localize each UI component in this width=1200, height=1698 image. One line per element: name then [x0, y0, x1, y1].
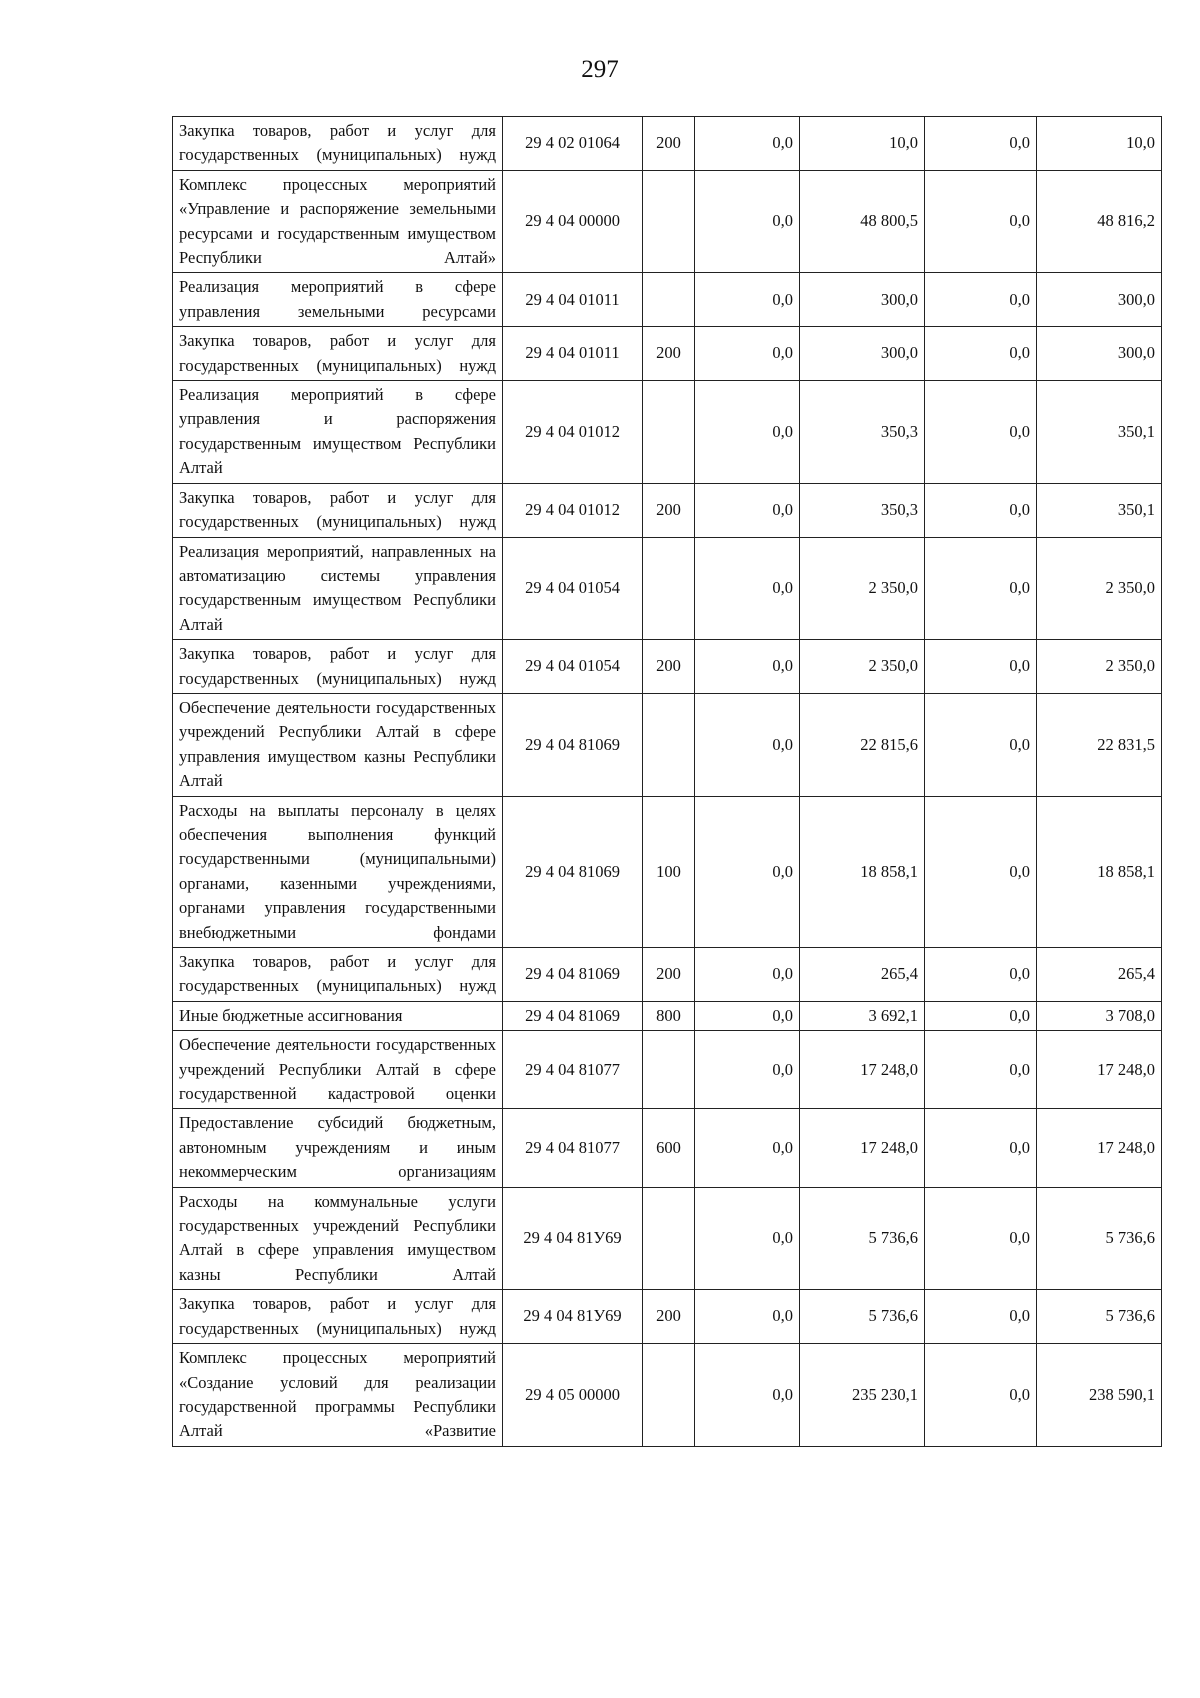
target-code-cell: 29 4 04 81077 [503, 1109, 643, 1187]
amount-cell-3: 0,0 [925, 273, 1037, 327]
expense-type-cell: 200 [643, 327, 695, 381]
target-code-cell: 29 4 04 81У69 [503, 1290, 643, 1344]
expense-type-cell: 200 [643, 1290, 695, 1344]
table-row [173, 381, 1162, 484]
expense-type-cell [643, 381, 695, 484]
table-row [173, 1031, 1162, 1109]
amount-cell-1: 0,0 [695, 796, 800, 947]
amount-cell-3: 0,0 [925, 1290, 1037, 1344]
amount-cell-1: 0,0 [695, 327, 800, 381]
table-row [173, 273, 1162, 327]
amount-cell-4: 5 736,6 [1037, 1187, 1162, 1290]
amount-cell-3: 0,0 [925, 117, 1037, 171]
expense-type-cell [643, 1031, 695, 1109]
target-code-cell: 29 4 04 81069 [503, 948, 643, 1002]
amount-cell-1: 0,0 [695, 170, 800, 273]
expense-type-cell [643, 170, 695, 273]
amount-cell-3: 0,0 [925, 1001, 1037, 1030]
amount-cell-4: 265,4 [1037, 948, 1162, 1002]
target-code-cell: 29 4 02 01064 [503, 117, 643, 171]
target-code-cell: 29 4 04 00000 [503, 170, 643, 273]
table-row [173, 483, 1162, 537]
amount-cell-3: 0,0 [925, 1344, 1037, 1447]
amount-cell-4: 350,1 [1037, 483, 1162, 537]
amount-cell-3: 0,0 [925, 327, 1037, 381]
expense-name-cell: Закупка товаров, работ и услуг для государственных (муниципальных) нужд [173, 327, 503, 381]
table-row [173, 1290, 1162, 1344]
amount-cell-4: 3 708,0 [1037, 1001, 1162, 1030]
amount-cell-4: 300,0 [1037, 273, 1162, 327]
amount-cell-2: 22 815,6 [800, 693, 925, 796]
expense-type-cell: 200 [643, 640, 695, 694]
table-row [173, 327, 1162, 381]
amount-cell-3: 0,0 [925, 381, 1037, 484]
expense-name-cell: Закупка товаров, работ и услуг для государственных (муниципальных) нужд [173, 483, 503, 537]
amount-cell-4: 350,1 [1037, 381, 1162, 484]
table-row [173, 117, 1162, 171]
amount-cell-2: 350,3 [800, 483, 925, 537]
amount-cell-3: 0,0 [925, 170, 1037, 273]
amount-cell-4: 238 590,1 [1037, 1344, 1162, 1447]
expense-type-cell: 200 [643, 117, 695, 171]
amount-cell-4: 300,0 [1037, 327, 1162, 381]
amount-cell-3: 0,0 [925, 1031, 1037, 1109]
target-code-cell: 29 4 04 81069 [503, 1001, 643, 1030]
amount-cell-1: 0,0 [695, 1001, 800, 1030]
expense-type-cell: 100 [643, 796, 695, 947]
amount-cell-1: 0,0 [695, 948, 800, 1002]
expense-name-cell: Комплекс процессных мероприятий «Управление и распоряжение земельными ресурсами и государственным имуществом Республики Алтай» [173, 170, 503, 273]
amount-cell-3: 0,0 [925, 1187, 1037, 1290]
amount-cell-1: 0,0 [695, 273, 800, 327]
amount-cell-4: 2 350,0 [1037, 537, 1162, 640]
target-code-cell: 29 4 04 01011 [503, 327, 643, 381]
amount-cell-2: 235 230,1 [800, 1344, 925, 1447]
expense-name-cell: Закупка товаров, работ и услуг для государственных (муниципальных) нужд [173, 948, 503, 1002]
amount-cell-3: 0,0 [925, 537, 1037, 640]
table-row [173, 948, 1162, 1002]
expense-type-cell: 200 [643, 483, 695, 537]
expense-name-cell: Закупка товаров, работ и услуг для государственных (муниципальных) нужд [173, 117, 503, 171]
amount-cell-4: 22 831,5 [1037, 693, 1162, 796]
amount-cell-1: 0,0 [695, 1031, 800, 1109]
expense-name-cell: Расходы на коммунальные услуги государственных учреждений Республики Алтай в сфере управления имуществом казны Республики Алтай [173, 1187, 503, 1290]
amount-cell-1: 0,0 [695, 1344, 800, 1447]
target-code-cell: 29 4 04 01012 [503, 483, 643, 537]
expense-name-cell: Комплекс процессных мероприятий «Создание условий для реализации государственной программы Республики Алтай «Развитие [173, 1344, 503, 1447]
expense-name-cell: Иные бюджетные ассигнования [173, 1001, 503, 1030]
amount-cell-2: 300,0 [800, 273, 925, 327]
table-row [173, 1187, 1162, 1290]
amount-cell-3: 0,0 [925, 483, 1037, 537]
amount-cell-2: 17 248,0 [800, 1109, 925, 1187]
amount-cell-4: 48 816,2 [1037, 170, 1162, 273]
expense-name-cell: Обеспечение деятельности государственных учреждений Республики Алтай в сфере управления имуществом казны Республики Алтай [173, 693, 503, 796]
expense-name-cell: Закупка товаров, работ и услуг для государственных (муниципальных) нужд [173, 1290, 503, 1344]
table-row [173, 537, 1162, 640]
target-code-cell: 29 4 05 00000 [503, 1344, 643, 1447]
expense-type-cell [643, 537, 695, 640]
amount-cell-4: 17 248,0 [1037, 1109, 1162, 1187]
expense-type-cell [643, 1344, 695, 1447]
table-row [173, 1344, 1162, 1447]
amount-cell-2: 3 692,1 [800, 1001, 925, 1030]
amount-cell-4: 10,0 [1037, 117, 1162, 171]
amount-cell-1: 0,0 [695, 1290, 800, 1344]
amount-cell-2: 18 858,1 [800, 796, 925, 947]
expense-name-cell: Реализация мероприятий, направленных на автоматизацию системы управления государственным имуществом Республики Алтай [173, 537, 503, 640]
amount-cell-2: 2 350,0 [800, 640, 925, 694]
amount-cell-1: 0,0 [695, 537, 800, 640]
table-row [173, 693, 1162, 796]
amount-cell-4: 2 350,0 [1037, 640, 1162, 694]
expense-type-cell: 200 [643, 948, 695, 1002]
amount-cell-4: 17 248,0 [1037, 1031, 1162, 1109]
expense-name-cell: Реализация мероприятий в сфере управления и распоряжения государственным имуществом Республики Алтай [173, 381, 503, 484]
target-code-cell: 29 4 04 01054 [503, 537, 643, 640]
amount-cell-2: 350,3 [800, 381, 925, 484]
target-code-cell: 29 4 04 01012 [503, 381, 643, 484]
budget-table [172, 116, 1162, 1447]
amount-cell-3: 0,0 [925, 1109, 1037, 1187]
amount-cell-3: 0,0 [925, 693, 1037, 796]
amount-cell-2: 300,0 [800, 327, 925, 381]
expense-type-cell [643, 273, 695, 327]
target-code-cell: 29 4 04 81У69 [503, 1187, 643, 1290]
amount-cell-3: 0,0 [925, 948, 1037, 1002]
amount-cell-3: 0,0 [925, 796, 1037, 947]
page-number: 297 [581, 56, 619, 83]
amount-cell-2: 48 800,5 [800, 170, 925, 273]
amount-cell-2: 5 736,6 [800, 1290, 925, 1344]
target-code-cell: 29 4 04 81069 [503, 796, 643, 947]
amount-cell-1: 0,0 [695, 640, 800, 694]
amount-cell-2: 2 350,0 [800, 537, 925, 640]
target-code-cell: 29 4 04 01054 [503, 640, 643, 694]
expense-name-cell: Закупка товаров, работ и услуг для государственных (муниципальных) нужд [173, 640, 503, 694]
expense-type-cell [643, 1187, 695, 1290]
amount-cell-1: 0,0 [695, 117, 800, 171]
amount-cell-2: 10,0 [800, 117, 925, 171]
expense-type-cell: 600 [643, 1109, 695, 1187]
expense-name-cell: Предоставление субсидий бюджетным, автономным учреждениям и иным некоммерческим организациям [173, 1109, 503, 1187]
expense-name-cell: Реализация мероприятий в сфере управления земельными ресурсами [173, 273, 503, 327]
expense-type-cell: 800 [643, 1001, 695, 1030]
amount-cell-2: 5 736,6 [800, 1187, 925, 1290]
table-row [173, 796, 1162, 947]
table-row [173, 640, 1162, 694]
expense-type-cell [643, 693, 695, 796]
amount-cell-1: 0,0 [695, 693, 800, 796]
amount-cell-4: 5 736,6 [1037, 1290, 1162, 1344]
amount-cell-1: 0,0 [695, 381, 800, 484]
amount-cell-2: 17 248,0 [800, 1031, 925, 1109]
table-row [173, 1109, 1162, 1187]
amount-cell-1: 0,0 [695, 1187, 800, 1290]
amount-cell-4: 18 858,1 [1037, 796, 1162, 947]
target-code-cell: 29 4 04 81077 [503, 1031, 643, 1109]
target-code-cell: 29 4 04 81069 [503, 693, 643, 796]
amount-cell-1: 0,0 [695, 483, 800, 537]
amount-cell-2: 265,4 [800, 948, 925, 1002]
table-row [173, 170, 1162, 273]
amount-cell-3: 0,0 [925, 640, 1037, 694]
amount-cell-1: 0,0 [695, 1109, 800, 1187]
target-code-cell: 29 4 04 01011 [503, 273, 643, 327]
expense-name-cell: Расходы на выплаты персоналу в целях обеспечения выполнения функций государственными (муниципальными) органами, казенными учреждениями, органами управления государственными внебюджетными фондами [173, 796, 503, 947]
expense-name-cell: Обеспечение деятельности государственных учреждений Республики Алтай в сфере государственной кадастровой оценки [173, 1031, 503, 1109]
table-row [173, 1001, 1162, 1030]
